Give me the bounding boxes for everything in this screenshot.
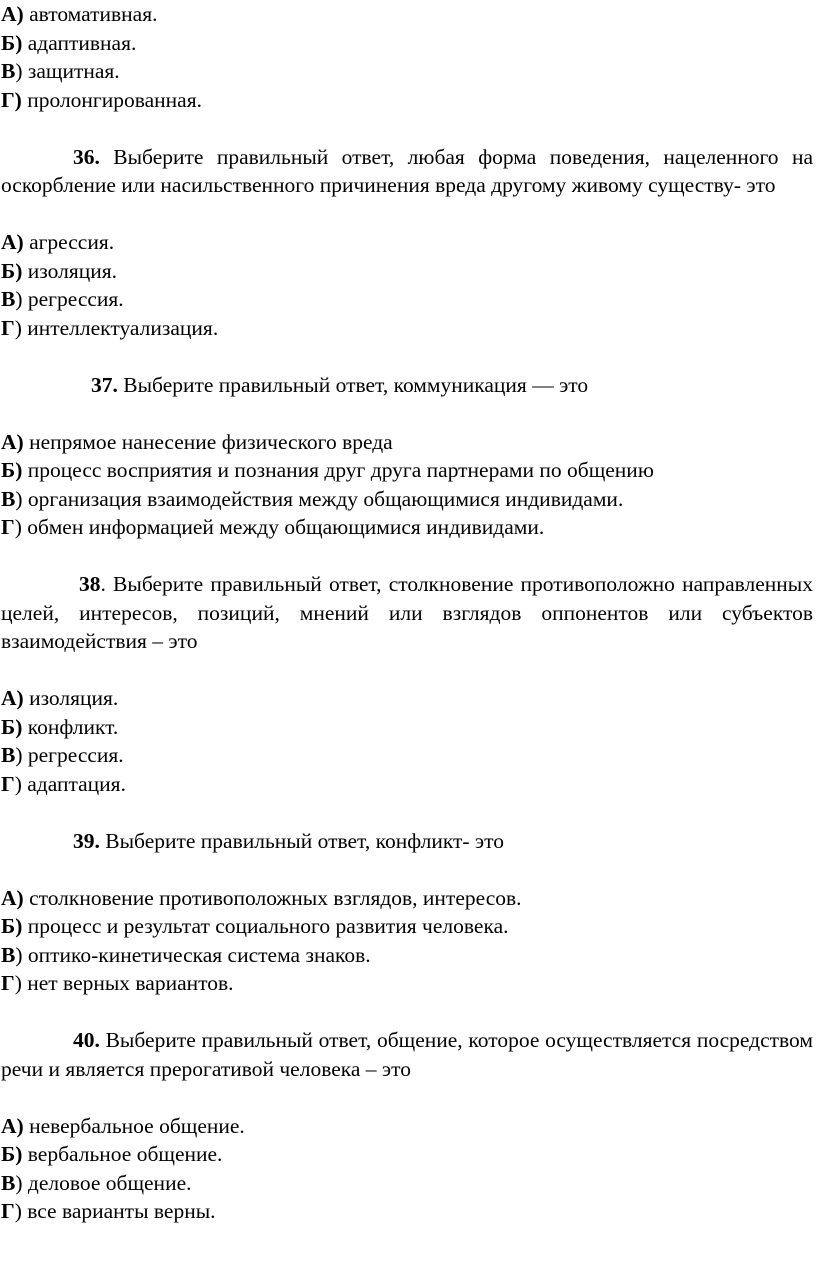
question-body: Выберите правильный ответ, конфликт- это xyxy=(99,828,505,853)
question-number: 39. xyxy=(73,828,100,853)
option-text: ) оптико-кинетическая система знаков. xyxy=(15,942,371,967)
question-40 xyxy=(1,1026,813,1226)
option-a xyxy=(1,1112,813,1141)
option-v xyxy=(1,285,813,314)
option-b xyxy=(1,713,813,742)
option-text: пролонгированная. xyxy=(21,87,202,112)
question-36 xyxy=(1,143,813,343)
option-a xyxy=(1,884,813,913)
option-g xyxy=(1,969,813,998)
option-letter: Б) xyxy=(1,258,23,283)
question-body: Выберите правильный ответ, любая форма поведения, нацеленного на оскорбление или насильственного причинения вреда другому живому существу- это xyxy=(1,144,813,197)
option-letter: А) xyxy=(1,2,24,26)
option-text: конфликт. xyxy=(22,714,119,739)
question-number: 38 xyxy=(79,572,101,596)
question-37 xyxy=(1,371,813,542)
option-b xyxy=(1,1140,813,1169)
option-b xyxy=(1,456,813,485)
option-text: ) обмен информацией между общающимися индивидами. xyxy=(14,515,545,539)
option-text: ) интеллектуализация. xyxy=(14,315,219,340)
option-letter: Г xyxy=(1,515,15,539)
option-letter: Б) xyxy=(1,914,23,938)
option-text: ) деловое общение. xyxy=(15,1170,192,1195)
question-number: 36. xyxy=(73,144,100,169)
option-text: ) защитная. xyxy=(15,59,120,83)
question-text xyxy=(1,1026,813,1083)
option-text: агрессия. xyxy=(23,230,115,254)
option-letter: Г xyxy=(1,315,15,340)
option-text: адаптивная. xyxy=(22,30,137,55)
option-text: автомативная. xyxy=(23,2,158,26)
option-b xyxy=(1,257,813,286)
question-number: 37. xyxy=(91,372,118,397)
option-g xyxy=(1,314,813,343)
option-g xyxy=(1,86,813,115)
option-text: ) регрессия. xyxy=(15,287,124,311)
option-text: процесс восприятия и познания друг друга партнерами по общению xyxy=(22,458,654,482)
option-text: изоляция. xyxy=(22,258,117,283)
option-text: вербальное общение. xyxy=(22,1142,223,1166)
option-v xyxy=(1,485,813,514)
option-g xyxy=(1,1197,813,1226)
question-text xyxy=(1,570,813,656)
option-letter: Б) xyxy=(1,1142,23,1166)
option-text: процесс и результат социального развития человека. xyxy=(22,914,509,938)
question-body: Выберите правильный ответ, общение, которое осуществляется посредством речи и является прерогативой человека – это xyxy=(1,1028,813,1081)
option-letter: А) xyxy=(1,1113,24,1138)
option-v xyxy=(1,941,813,970)
option-letter: А) xyxy=(1,686,24,710)
option-letter: А) xyxy=(1,429,24,454)
option-a xyxy=(1,684,813,713)
option-letter: Г xyxy=(1,971,15,995)
option-v xyxy=(1,1169,813,1198)
question-39 xyxy=(1,827,813,998)
option-letter: Б) xyxy=(1,30,23,55)
document-page xyxy=(1,0,813,1226)
option-letter: А) xyxy=(1,885,24,910)
question-body: Выберите правильный ответ, коммуникация — это xyxy=(117,372,589,397)
option-text: столкновение противоположных взглядов, интересов. xyxy=(23,885,522,910)
question-text xyxy=(1,371,813,400)
option-v xyxy=(1,57,813,86)
option-letter: Б) xyxy=(1,714,23,739)
option-text: непрямое нанесение физического вреда xyxy=(23,429,393,454)
option-letter: А) xyxy=(1,230,24,254)
option-text: ) все варианты верны. xyxy=(14,1199,216,1223)
question-text xyxy=(1,827,813,856)
option-g xyxy=(1,513,813,542)
option-text: изоляция. xyxy=(23,686,119,710)
question-number: 40. xyxy=(73,1028,100,1052)
question-text xyxy=(1,143,813,200)
option-letter: В xyxy=(1,942,16,967)
option-letter: В xyxy=(1,743,16,767)
question-body: . Выберите правильный ответ, столкновение противоположно направленных целей, интересов, позиций, мнений или взглядов оппонентов или субъектов взаимодействия – это xyxy=(1,572,813,653)
question-35-options xyxy=(1,0,813,114)
option-text: невербальное общение. xyxy=(23,1113,245,1138)
option-letter: Г xyxy=(1,771,15,796)
option-letter: Г) xyxy=(1,87,22,112)
option-letter: В xyxy=(1,287,16,311)
option-letter: В xyxy=(1,486,16,511)
option-text: ) адаптация. xyxy=(14,771,126,796)
option-a xyxy=(1,228,813,257)
option-b xyxy=(1,29,813,58)
option-letter: В xyxy=(1,59,16,83)
option-a xyxy=(1,428,813,457)
option-text: ) нет верных вариантов. xyxy=(14,971,234,995)
option-b xyxy=(1,912,813,941)
option-text: ) организация взаимодействия между общающимися индивидами. xyxy=(15,486,624,511)
option-g xyxy=(1,770,813,799)
option-a xyxy=(1,0,813,29)
option-letter: В xyxy=(1,1170,16,1195)
option-letter: Б) xyxy=(1,458,23,482)
question-38 xyxy=(1,570,813,798)
option-letter: Г xyxy=(1,1199,15,1223)
option-v xyxy=(1,741,813,770)
option-text: ) регрессия. xyxy=(15,743,124,767)
